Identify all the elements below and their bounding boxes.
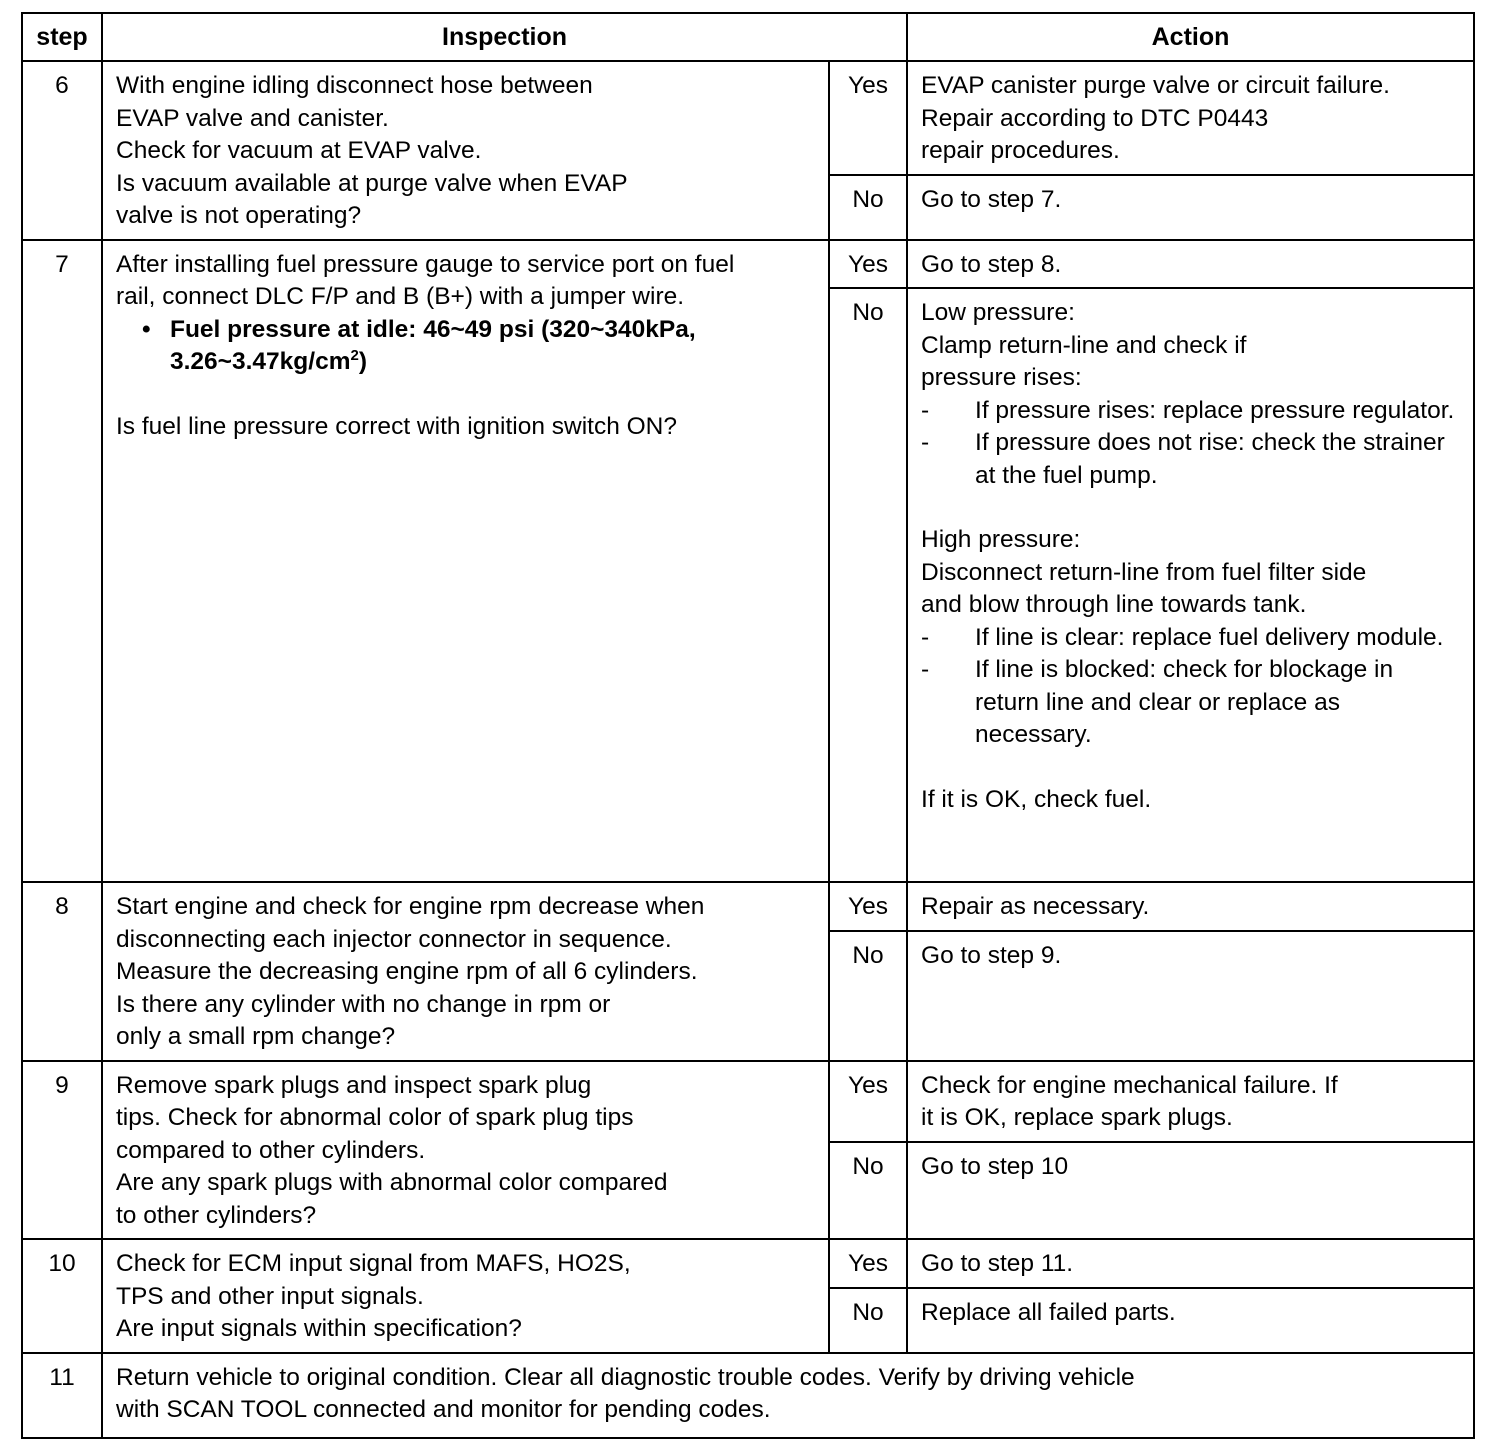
list-item	[921, 427, 1463, 492]
no-label: No	[829, 175, 907, 239]
no-action: Replace all failed parts.	[907, 1288, 1474, 1353]
yes-action: Repair as necessary.	[907, 882, 1474, 931]
final-instruction-cell	[102, 1353, 1474, 1438]
yes-action-cell	[907, 61, 1474, 175]
action-line: Disconnect return-line from fuel filter side	[921, 558, 1367, 586]
header-inspection: Inspection	[102, 13, 907, 61]
inspection-cell	[102, 1239, 829, 1353]
inspection-cell	[102, 1061, 829, 1240]
inspection-line: EVAP valve and canister.	[116, 104, 389, 132]
inspection-line: tips. Check for abnormal color of spark plug tips	[116, 1104, 634, 1131]
bullet-icon: •	[142, 315, 151, 343]
yes-label: Yes	[829, 61, 907, 175]
inspection-line: Remove spark plugs and inspect spark plug	[116, 1071, 592, 1099]
step-number: 11	[22, 1353, 102, 1438]
dash-marker: -	[921, 656, 930, 683]
table-row-step-8	[22, 882, 1474, 931]
yes-label: Yes	[829, 1061, 907, 1142]
instruction-line: Return vehicle to original condition. Clear all diagnostic trouble codes. Verify by driving vehicle	[116, 1363, 1135, 1391]
spec-line-2: 3.26~3.47kg/cm	[170, 348, 351, 375]
table-header-row	[22, 13, 1474, 61]
action-line: Clamp return-line and check if	[921, 331, 1247, 359]
action-line: it is OK, replace spark plugs.	[921, 1104, 1233, 1131]
high-pressure-title: High pressure:	[921, 526, 1081, 553]
inspection-line: Start engine and check for engine rpm decrease when	[116, 893, 705, 920]
dash-marker: -	[921, 623, 930, 651]
inspection-line: With engine idling disconnect hose between	[116, 72, 593, 99]
header-action: Action	[907, 13, 1474, 61]
inspection-line: Are input signals within specification?	[116, 1315, 522, 1342]
list-item-text: If line is blocked: check for blockage in return line and clear or replace as necessary.	[975, 656, 1394, 748]
inspection-line: valve is not operating?	[116, 202, 362, 229]
inspection-line: compared to other cylinders.	[116, 1136, 426, 1164]
inspection-question: Is fuel line pressure correct with ignition switch ON?	[116, 412, 677, 440]
table-row-step-7	[22, 240, 1474, 289]
yes-action: Go to step 8.	[907, 240, 1474, 289]
no-label: No	[829, 1142, 907, 1239]
no-action: Go to step 9.	[907, 931, 1474, 1061]
spec-line-1: Fuel pressure at idle: 46~49 psi (320~340kPa,	[170, 315, 696, 343]
list-item-text: If pressure rises: replace pressure regulator.	[975, 396, 1455, 424]
inspection-line: Is there any cylinder with no change in rpm or	[116, 990, 611, 1018]
yes-label: Yes	[829, 882, 907, 931]
inspection-line: disconnecting each injector connector in sequence.	[116, 925, 672, 953]
inspection-line: Check for vacuum at EVAP valve.	[116, 137, 482, 164]
table-row-step-9	[22, 1061, 1474, 1142]
spec-close: )	[358, 348, 367, 375]
no-action: Go to step 7.	[907, 175, 1474, 239]
header-step: step	[22, 13, 102, 61]
dash-marker: -	[921, 396, 930, 424]
inspection-cell	[102, 61, 829, 240]
yes-action: Go to step 11.	[907, 1239, 1474, 1288]
no-action: Go to step 10	[907, 1142, 1474, 1239]
inspection-line: Are any spark plugs with abnormal color compared	[116, 1169, 668, 1196]
no-label: No	[829, 288, 907, 882]
troubleshooting-table-page	[21, 12, 1473, 1422]
yes-label: Yes	[829, 1239, 907, 1288]
instruction-line: with SCAN TOOL connected and monitor for pending codes.	[116, 1396, 771, 1423]
no-label: No	[829, 931, 907, 1061]
inspection-line: Check for ECM input signal from MAFS, HO2S,	[116, 1250, 631, 1277]
inspection-line: only a small rpm change?	[116, 1023, 396, 1050]
inspection-line: Is vacuum available at purge valve when EVAP	[116, 169, 628, 197]
table-row-step-11	[22, 1353, 1474, 1438]
action-line: repair procedures.	[921, 137, 1120, 164]
yes-label: Yes	[829, 240, 907, 289]
action-line: and blow through line towards tank.	[921, 591, 1307, 618]
list-item	[921, 654, 1463, 752]
low-pressure-title: Low pressure:	[921, 299, 1075, 326]
spec-superscript: 2	[350, 346, 359, 364]
action-line: EVAP canister purge valve or circuit failure.	[921, 72, 1390, 99]
list-item-text: If line is clear: replace fuel delivery module.	[975, 623, 1444, 651]
dash-marker: -	[921, 429, 930, 456]
list-item	[921, 395, 1463, 428]
inspection-line: to other cylinders?	[116, 1201, 317, 1229]
inspection-line: After installing fuel pressure gauge to service port on fuel	[116, 250, 735, 278]
spec-bullet	[116, 314, 816, 379]
inspection-cell	[102, 240, 829, 883]
action-line: Check for engine mechanical failure. If	[921, 1071, 1338, 1099]
step-number: 9	[22, 1061, 102, 1240]
yes-action-cell	[907, 1061, 1474, 1142]
inspection-cell	[102, 882, 829, 1061]
inspection-line: TPS and other input signals.	[116, 1282, 424, 1310]
list-item	[921, 622, 1463, 655]
no-label: No	[829, 1288, 907, 1353]
no-action-cell	[907, 288, 1474, 882]
list-item-text: If pressure does not rise: check the strainer at the fuel pump.	[975, 429, 1445, 489]
table-row-step-10	[22, 1239, 1474, 1288]
ok-line: If it is OK, check fuel.	[921, 785, 1152, 813]
table-row-step-6	[22, 61, 1474, 175]
step-number: 8	[22, 882, 102, 1061]
step-number: 7	[22, 240, 102, 883]
action-line: pressure rises:	[921, 364, 1082, 391]
step-number: 10	[22, 1239, 102, 1353]
inspection-line: Measure the decreasing engine rpm of all 6 cylinders.	[116, 958, 698, 985]
step-number: 6	[22, 61, 102, 240]
diagnostic-table	[21, 12, 1475, 1439]
action-line: Repair according to DTC P0443	[921, 104, 1269, 132]
inspection-line: rail, connect DLC F/P and B (B+) with a jumper wire.	[116, 283, 685, 310]
